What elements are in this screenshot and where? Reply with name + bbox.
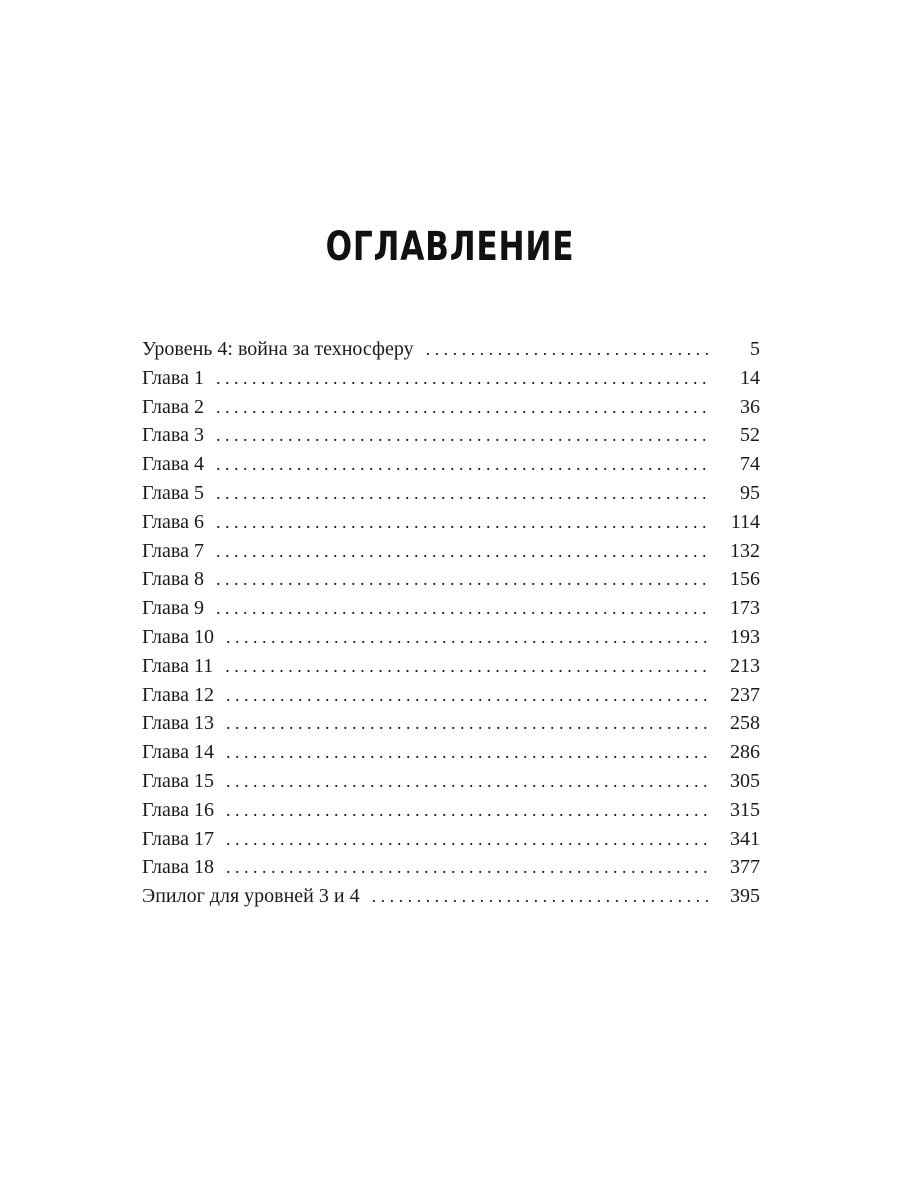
dot-leader: [216, 479, 712, 508]
toc-entry-page-number: 14: [740, 366, 760, 389]
toc-entry-page-number: 95: [740, 481, 760, 504]
toc-entry-label: Глава 13: [142, 712, 214, 735]
dot-leader: [216, 421, 712, 450]
toc-entry-label: Глава 1: [142, 366, 204, 389]
toc-entry-page-number: 5: [750, 338, 760, 360]
toc-entry-label: Глава 12: [142, 683, 214, 706]
toc-entry: [142, 421, 760, 450]
toc-entry-page-number: 52: [740, 424, 760, 447]
toc-entry-label: Уровень 4: война за техносферу: [142, 338, 414, 360]
toc-entry-page-number: 173: [730, 597, 760, 620]
dot-leader: [226, 681, 712, 710]
toc-entry: [142, 450, 760, 479]
dot-leader: [216, 393, 712, 422]
toc-entry-label: Глава 7: [142, 539, 204, 562]
toc-entry-label: Глава 8: [142, 568, 204, 591]
toc-entry: [142, 508, 760, 537]
toc-entry-page-number: 156: [730, 568, 760, 591]
toc-entry: [142, 393, 760, 422]
toc-entry-label: Эпилог для уровней 3 и 4: [142, 885, 360, 908]
toc-entry-page-number: 237: [730, 683, 760, 706]
toc-entry: [142, 364, 760, 393]
toc-entry: [142, 479, 760, 508]
toc-entry-page-number: 286: [730, 741, 760, 764]
toc-entry: [142, 594, 760, 623]
toc-entry-page-number: 74: [740, 453, 760, 476]
toc-entry-page-number: 377: [730, 856, 760, 879]
toc-entry-label: Глава 11: [142, 654, 214, 677]
dot-leader: [226, 709, 712, 738]
toc-entry: [142, 738, 760, 767]
toc-entry-label: Глава 18: [142, 856, 214, 879]
toc-entry-label: Глава 9: [142, 597, 204, 620]
toc-entry-page-number: 395: [730, 885, 760, 908]
dot-leader: [216, 537, 712, 566]
dot-leader: [226, 825, 712, 854]
toc-entry-page-number: 341: [730, 827, 760, 850]
dot-leader: [216, 594, 712, 623]
page-title: ОГЛАВЛЕНИЕ: [325, 224, 575, 270]
toc-entry-page-number: 114: [730, 510, 760, 533]
dot-leader: [372, 882, 712, 911]
dot-leader: [226, 623, 712, 652]
dot-leader: [226, 767, 712, 796]
dot-leader: [216, 450, 712, 479]
toc-entry-label: Глава 4: [142, 453, 204, 476]
toc-entry-label: Глава 3: [142, 424, 204, 447]
toc-entry: [142, 565, 760, 594]
toc-entry: [142, 537, 760, 566]
toc-entry-label: Глава 15: [142, 769, 214, 792]
toc-entry-label: Глава 2: [142, 395, 204, 418]
toc-entry-page-number: 305: [730, 769, 760, 792]
dot-leader: [216, 364, 712, 393]
toc-entry: [142, 335, 760, 364]
toc-entry-page-number: 36: [740, 395, 760, 418]
toc-entry-label: Глава 16: [142, 798, 214, 821]
toc-entry: [142, 681, 760, 710]
dot-leader: [226, 796, 712, 825]
dot-leader: [225, 652, 712, 681]
toc-entry-page-number: 258: [730, 712, 760, 735]
dot-leader: [226, 738, 712, 767]
toc-entry-label: Глава 17: [142, 827, 214, 850]
toc-entry: [142, 767, 760, 796]
toc-entry-label: Глава 10: [142, 625, 214, 648]
toc-entry: [142, 825, 760, 854]
toc-entry-page-number: 132: [730, 539, 760, 562]
toc-entry: [142, 652, 760, 681]
toc-entry: [142, 709, 760, 738]
table-of-contents: [142, 335, 760, 911]
toc-entry-page-number: 315: [730, 798, 760, 821]
dot-leader: [226, 853, 712, 882]
toc-entry-label: Глава 14: [142, 741, 214, 764]
toc-entry: [142, 796, 760, 825]
toc-entry-label: Глава 6: [142, 510, 204, 533]
toc-entry: [142, 623, 760, 652]
toc-entry-page-number: 213: [730, 654, 760, 677]
toc-entry-label: Глава 5: [142, 481, 204, 504]
toc-entry: [142, 853, 760, 882]
dot-leader: [216, 508, 712, 537]
toc-entry: [142, 882, 760, 911]
dot-leader: [216, 565, 712, 594]
toc-entry-page-number: 193: [730, 625, 760, 648]
dot-leader: [426, 335, 712, 364]
